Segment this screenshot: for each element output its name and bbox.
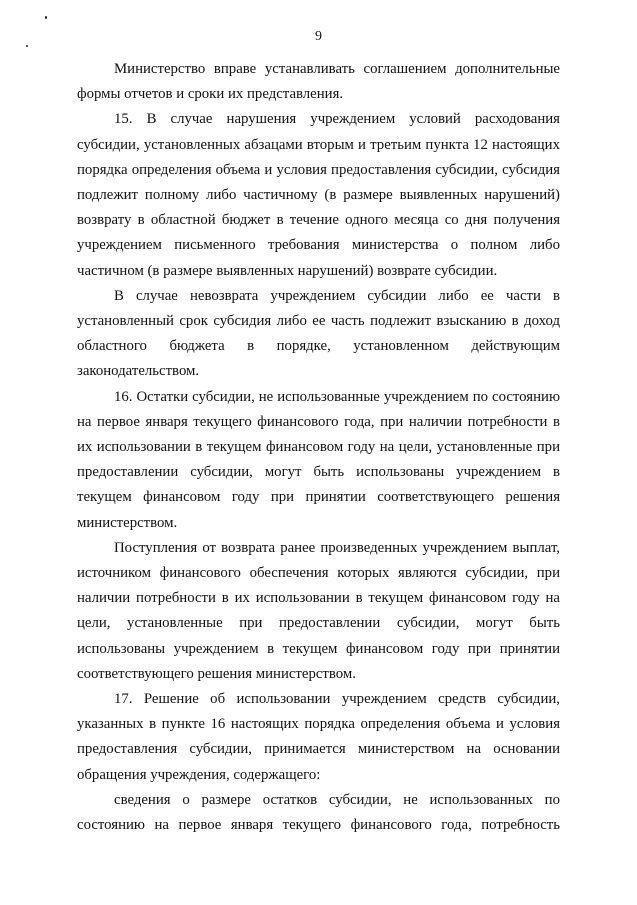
- page-number: 9: [315, 29, 322, 44]
- paragraph-16: 16. Остатки субсидии, не использованные учреждением по состоянию на первое января текущего финансового года, при наличии потребности в их использовании в текущем финансовом году на цели, установленные при предоставлении субсидии, могут быть использованы учреждением в текущем финансовом году при принятии соответствующего решения министерством.: [77, 388, 560, 531]
- paragraph-17: 17. Решение об использовании учреждением средств субсидии, указанных в пункте 16 настоящих порядка определения объема и условия предоставления субсидии, принимается министерством на основании обращения учреждения, содержащего:: [77, 691, 560, 783]
- paragraph-reporting-forms: Министерство вправе устанавливать соглашением дополнительные формы отчетов и сроки их представления.: [77, 61, 560, 103]
- scan-speck: [45, 16, 47, 19]
- paragraph-17-info: сведения о размере остатков субсидии, не использованных по состоянию на первое января текущего финансового года, потребность: [77, 791, 560, 834]
- paragraph-16-receipts: Поступления от возврата ранее произведенных учреждением выплат, источником финансового обеспечения которых являются субсидии, при наличии потребности в их использовании в текущем финансовом году на цели, установленные при предоставлении субсидии, могут быть использованы учреждением в текущем финансовом году при принятии соответствующего решения министерством.: [77, 539, 560, 682]
- paragraph-15-non-return: В случае невозврата учреждением субсидии либо ее части в установленный срок субсидия либо ее часть подлежит взысканию в доход областного бюджета в порядке, установленном действующим законодательством.: [77, 287, 560, 380]
- scan-speck: [26, 45, 28, 47]
- document-body: [77, 57, 560, 838]
- paragraph-15: 15. В случае нарушения учреждением условий расходования субсидии, установленных абзацами вторым и третьим пункта 12 настоящих порядка определения объема и условия предоставления субсидии, субсидия подлежит полному либо частичному (в размере выявленных нарушений) возврату в областной бюджет в течение одного месяца со дня получения учреждением письменного требования министерства о полном либо частичном (в размере выявленных нарушений) возврате субсидии.: [77, 111, 560, 279]
